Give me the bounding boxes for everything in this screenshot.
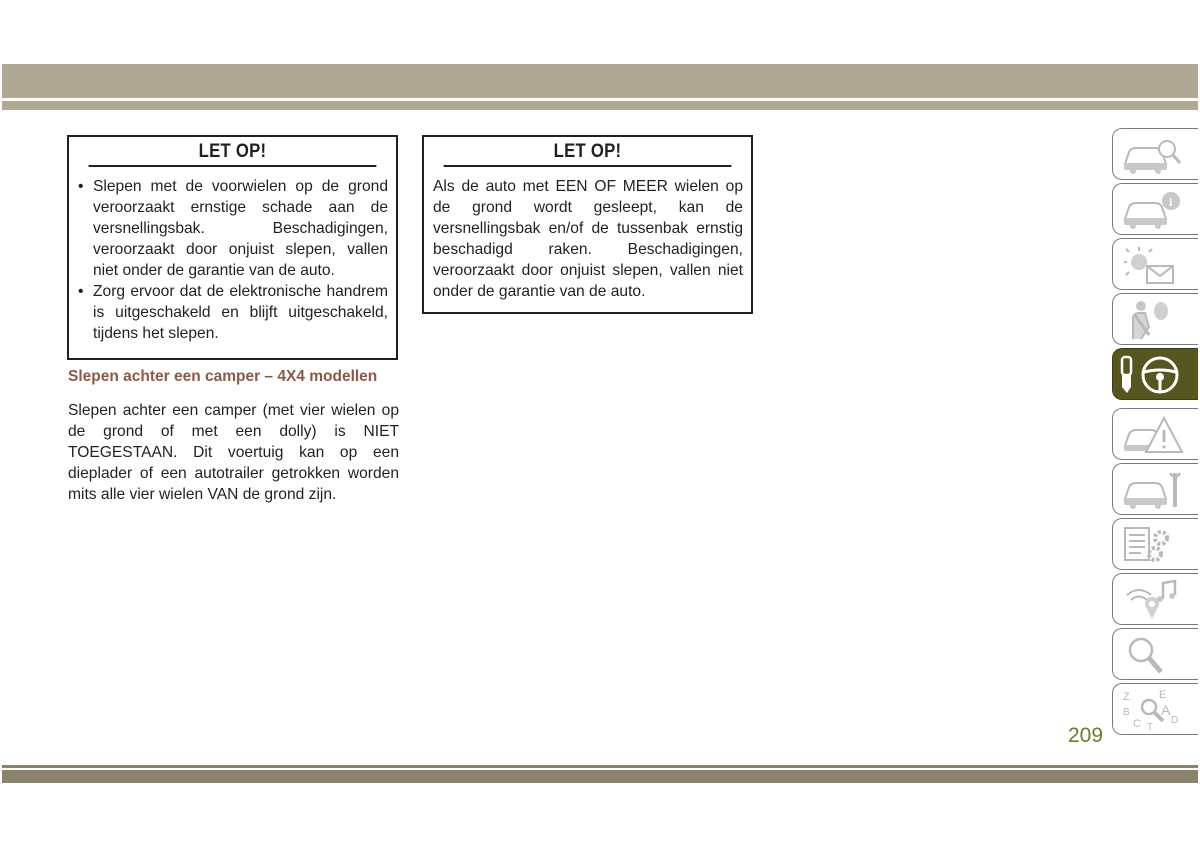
chapter-tab-car-info[interactable] — [1112, 183, 1198, 235]
warning-bullet: • Slepen met de voorwielen op de grond veroorzaakt ernstige schade aan de versnellingsbak. Beschadigingen, veroorzaakt door onjuist slepen, vallen niet onder de garantie van de auto. — [78, 176, 388, 281]
index-letter: A — [1161, 702, 1171, 718]
index-letter: D — [1171, 715, 1179, 726]
chapter-tab-safety[interactable] — [1112, 293, 1198, 345]
header-band — [2, 64, 1198, 98]
index-letter: T — [1147, 722, 1154, 733]
footer-band — [2, 770, 1198, 783]
search-icon — [1119, 632, 1189, 678]
chapter-tab-technical-data[interactable] — [1112, 518, 1198, 570]
warning-title: LET OP! — [89, 137, 377, 167]
warning-bullet-list — [78, 176, 388, 344]
index-letter: C — [1133, 718, 1141, 730]
car-warning-triangle-icon — [1119, 412, 1189, 458]
index-letter: B — [1123, 707, 1130, 718]
chapter-tab-maintenance[interactable] — [1112, 463, 1198, 515]
multimedia-icon — [1119, 577, 1189, 623]
car-magnifier-icon — [1119, 132, 1189, 178]
chapter-tab-multimedia[interactable] — [1112, 573, 1198, 625]
chapter-tab-car-magnifier[interactable] — [1112, 128, 1198, 180]
warning-light-message-icon — [1119, 242, 1189, 288]
chapter-tab-emergency[interactable] — [1112, 408, 1198, 460]
chapter-tab-index[interactable] — [1112, 683, 1198, 735]
footer-rule — [2, 765, 1198, 768]
warning-title: LET OP! — [444, 137, 732, 167]
warning-text: Als de auto met EEN OF MEER wielen op de grond wordt gesleept, kan de versnellingsbak en/of de tussenbak ernstig beschadigd raken. Beschadigingen, veroorzaakt door onjuist slepen, vallen niet onder de garantie van de auto. — [433, 178, 743, 300]
body-paragraph: Slepen achter een camper (met vier wielen op de grond of met een dolly) is NIET TOEGESTAAN. Dit voertuig kan op een dieplader of een autotrailer getrokken worden mits alle vier wielen VAN de grond zijn. — [68, 402, 399, 503]
header-rule — [2, 101, 1198, 110]
index-letter: Z — [1123, 691, 1130, 703]
chapter-tab-warning-lights[interactable] — [1112, 238, 1198, 290]
chapter-tab-starting-driving[interactable] — [1112, 348, 1198, 400]
warning-box-right — [422, 135, 753, 314]
warning-box-left — [67, 135, 398, 360]
alphabetical-index-icon — [1119, 687, 1189, 733]
specs-gear-icon — [1119, 522, 1189, 568]
key-steering-wheel-icon — [1117, 353, 1193, 399]
chapter-tab-search[interactable] — [1112, 628, 1198, 680]
index-letter: E — [1159, 689, 1167, 701]
warning-bullet: • Zorg ervoor dat de elektronische handrem is uitgeschakeld en blijft uitgeschakeld, tijdens het slepen. — [78, 281, 388, 344]
warning-body — [69, 167, 396, 344]
page-number: 209 — [1068, 724, 1104, 747]
svg-text:i: i — [1169, 195, 1173, 209]
car-wrench-icon — [1119, 467, 1189, 513]
seat-airbag-icon — [1119, 297, 1189, 343]
car-info-icon — [1119, 187, 1189, 233]
section-heading: Slepen achter een camper – 4X4 modellen — [68, 368, 378, 385]
